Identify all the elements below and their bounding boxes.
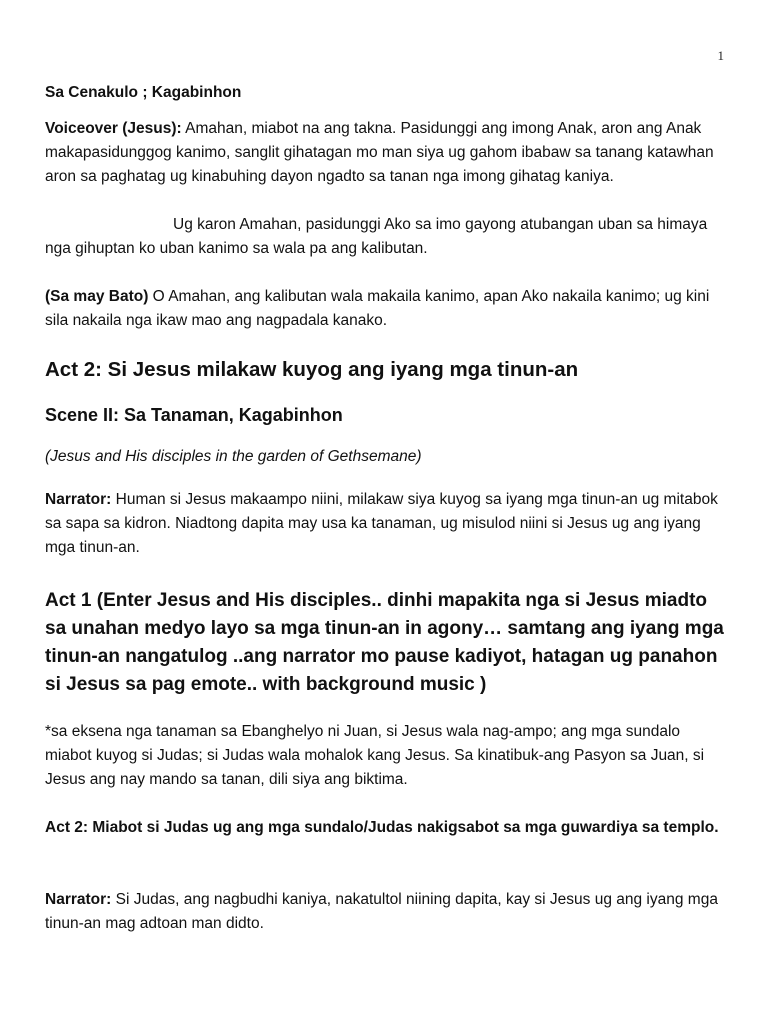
narrator-label-1: Narrator:	[45, 491, 112, 508]
narrator-label-2: Narrator:	[45, 891, 112, 908]
voiceover-continuation: Ug karon Amahan, pasidunggi Ako sa imo gayong atubangan uban sa himaya nga gihuptan ko uban kanimo sa wala pa ang kalibutan.	[45, 216, 708, 257]
scene-2-note: (Jesus and His disciples in the garden of Gethsemane)	[45, 448, 422, 465]
page-number: 1	[717, 48, 724, 63]
sa-may-bato-paragraph	[45, 285, 722, 333]
voiceover-text: Amahan, miabot na ang takna. Pasidunggi ang imong Anak, aron ang Anak makapasidunggog kanimo, sanglit gihatagan mo man siya ug gahom ibabaw sa tanang katawhan aron sa paghatag ug kinabuhing dayon ngadto sa tanan nga imong gihatag kaniya.	[45, 120, 714, 185]
act-2-title: Act 2: Si Jesus milakaw kuyog ang iyang mga tinun-an	[45, 358, 579, 381]
sa-may-bato-text: O Amahan, ang kalibutan wala makaila kanimo, apan Ako nakaila kanimo; ug kini sila nakaila nga ikaw mao ang nagpadala kanako.	[45, 288, 710, 329]
scene-2-title: Scene II: Sa Tanaman, Kagabinhon	[45, 405, 343, 425]
narrator-text-1: Human si Jesus makaampo niini, milakaw siya kuyog sa iyang mga tinun-an ug mitabok sa sapa sa kidron. Niadtong dapita may usa ka tanaman, ug misulod niini si Jesus ug ang iyang mga tinun-an.	[45, 491, 718, 556]
act-1-direction: Act 1 (Enter Jesus and His disciples.. dinhi mapakita nga si Jesus miadto sa unahan medyo layo sa mga tinun-an in agony… samtang ang iyang mga tinun-an nangatulog ..ang narrator mo pause kadiyot, hatagan ug panahon si Jesus sa pag emote.. with background music )	[45, 590, 724, 695]
sa-may-bato-label: (Sa may Bato)	[45, 288, 149, 305]
narrator-paragraph-2	[45, 888, 722, 936]
narrator-text-2: Si Judas, ang nagbudhi kaniya, nakatultol niining dapita, kay si Jesus ug ang iyang mga tinun-an mag adtoan man didto.	[45, 891, 718, 932]
footnote-paragraph: *sa eksena nga tanaman sa Ebanghelyo ni Juan, si Jesus wala nag-ampo; ang mga sundalo miabot kuyog si Judas; si Judas wala mohalok kang Jesus. Sa kinatibuk-ang Pasyon sa Juan, si Jesus ang nay mando sa tanan, dili siya ang biktima.	[45, 723, 705, 788]
location-heading: Sa Cenakulo ; Kagabinhon	[45, 84, 242, 101]
act-2-direction: Act 2: Miabot si Judas ug ang mga sundalo/Judas nakigsabot sa mga guwardiya sa templo.	[45, 819, 719, 836]
voiceover-paragraph	[45, 117, 722, 189]
narrator-paragraph-1	[45, 488, 722, 560]
voiceover-label: Voiceover (Jesus):	[45, 120, 182, 137]
